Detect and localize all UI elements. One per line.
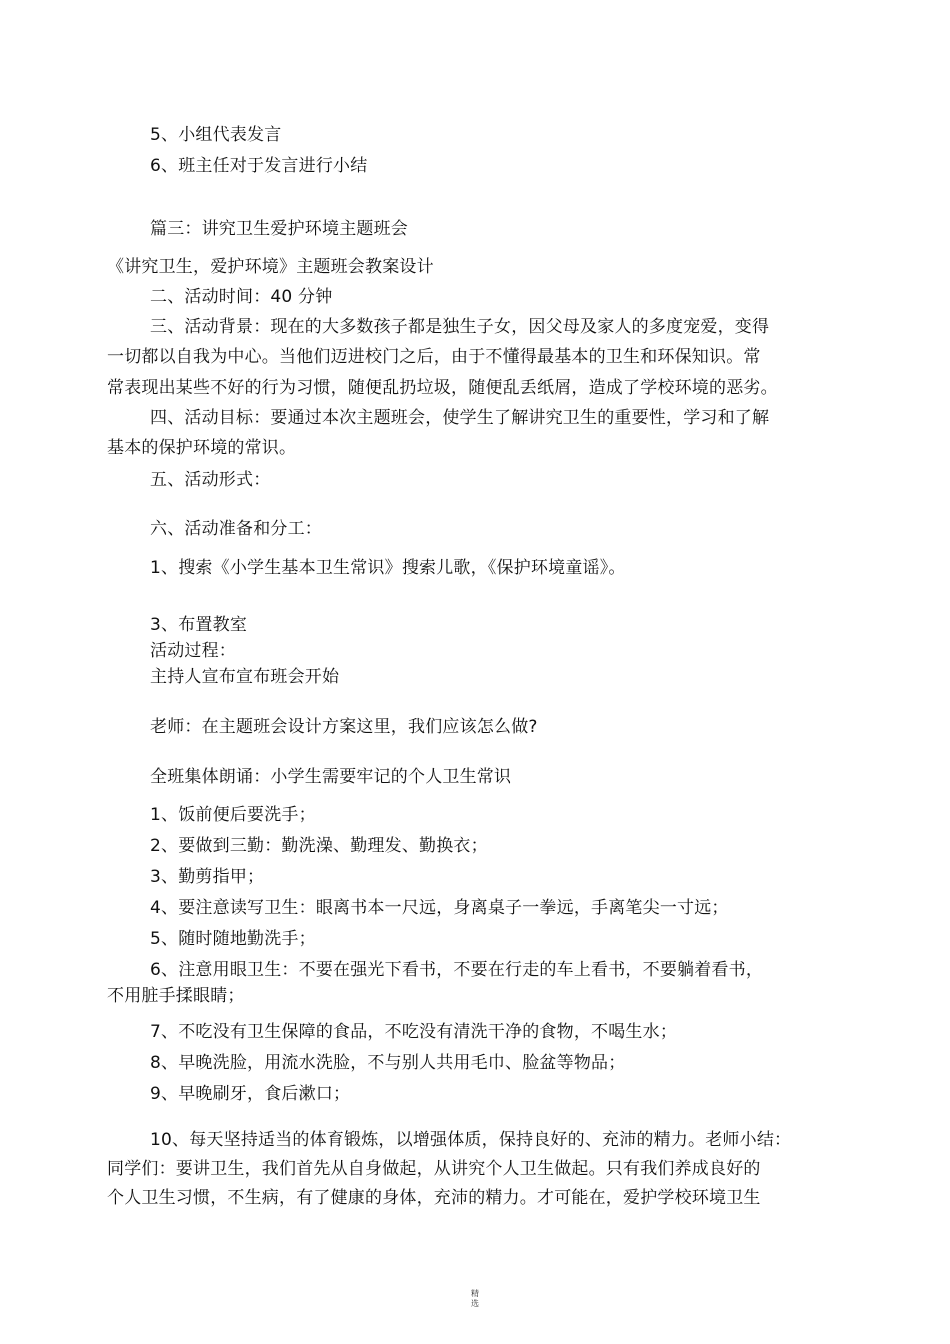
- list-item: 6、注意用眼卫生：不要在强光下看书，不要在行走的车上看书，不要躺着看书，: [150, 960, 764, 980]
- text-line: 活动过程：: [150, 641, 236, 661]
- text-line: 6、班主任对于发言进行小结: [150, 156, 368, 176]
- text-line: 常表现出某些不好的行为习惯，随便乱扔垃圾，随便乱丢纸屑，造成了学校环境的恶劣。: [107, 378, 778, 398]
- text-line: 一切都以自我为中心。当他们迈进校门之后，由于不懂得最基本的卫生和环保知识。常: [107, 347, 761, 367]
- text-line: 基本的保护环境的常识。: [107, 438, 297, 458]
- text-line: 全班集体朗诵：小学生需要牢记的个人卫生常识: [150, 767, 512, 787]
- list-item: 1、饭前便后要洗手；: [150, 805, 316, 825]
- document-title: 《讲究卫生，爱护环境》主题班会教案设计: [107, 257, 434, 277]
- text-line: 3、布置教室: [150, 615, 248, 635]
- footer-mark: [468, 1289, 482, 1309]
- footer-mark-line: 精: [471, 1289, 479, 1298]
- text-line: 五、活动形式：: [150, 470, 271, 490]
- section-heading: 篇三：讲究卫生爱护环境主题班会: [150, 219, 408, 239]
- text-line: 老师：在主题班会设计方案这里，我们应该怎么做?: [150, 717, 538, 737]
- text-line: 主持人宣布宣布班会开始: [150, 667, 340, 687]
- text-line: 二、活动时间：40 分钟: [150, 287, 333, 307]
- text-line: 同学们：要讲卫生，我们首先从自身做起，从讲究个人卫生做起。只有我们养成良好的: [107, 1159, 761, 1179]
- list-item-continued: 不用脏手揉眼睛；: [107, 986, 245, 1006]
- list-item: 3、勤剪指甲；: [150, 867, 265, 887]
- text-line: 四、活动目标：要通过本次主题班会，使学生了解讲究卫生的重要性，学习和了解: [150, 408, 770, 428]
- text-line: 1、搜索《小学生基本卫生常识》搜索儿歌，《保护环境童谣》。: [150, 558, 626, 578]
- list-item: 2、要做到三勤：勤洗澡、勤理发、勤换衣；: [150, 836, 488, 856]
- list-item: 10、每天坚持适当的体育锻炼，以增强体质，保持良好的、充沛的精力。老师小结：: [150, 1130, 792, 1150]
- list-item: 5、随时随地勤洗手；: [150, 929, 316, 949]
- footer-mark-line: 选: [471, 1299, 479, 1308]
- text-line: 六、活动准备和分工：: [150, 519, 322, 539]
- list-item: 8、早晚洗脸，用流水洗脸，不与别人共用毛巾、脸盆等物品；: [150, 1053, 626, 1073]
- list-item: 7、不吃没有卫生保障的食品，不吃没有清洗干净的食物，不喝生水；: [150, 1022, 678, 1042]
- list-item: 9、早晚刷牙，食后漱口；: [150, 1084, 351, 1104]
- text-line: 三、活动背景：现在的大多数孩子都是独生子女，因父母及家人的多度宠爱，变得: [150, 317, 770, 337]
- list-item: 4、要注意读写卫生：眼离书本一尺远，身离桌子一拳远，手离笔尖一寸远；: [150, 898, 729, 918]
- text-line: 5、小组代表发言: [150, 125, 282, 145]
- text-line: 个人卫生习惯，不生病，有了健康的身体，充沛的精力。才可能在，爱护学校环境卫生: [107, 1188, 761, 1208]
